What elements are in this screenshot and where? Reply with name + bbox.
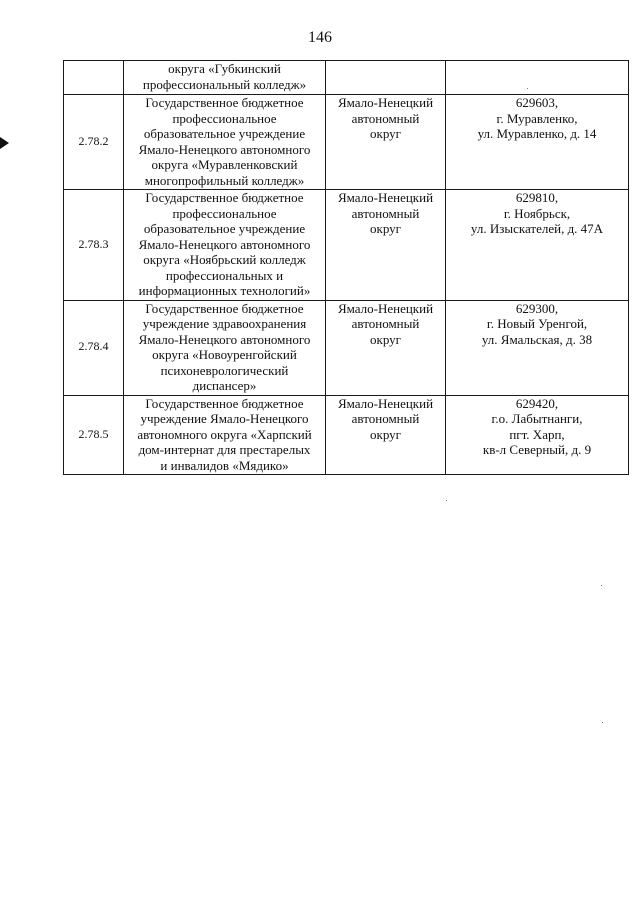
scan-speck bbox=[446, 500, 447, 501]
scan-speck bbox=[601, 585, 602, 586]
table-row-continuation bbox=[64, 61, 629, 95]
table-body bbox=[64, 61, 629, 475]
text-line: г.о. Лабытнанги, bbox=[491, 411, 583, 426]
row-number-cell: 2.78.5 bbox=[64, 395, 124, 475]
table-row bbox=[64, 395, 629, 475]
text-line: Ямало-Ненецкий bbox=[337, 395, 434, 411]
text-line: образовательное учреждение bbox=[143, 126, 306, 141]
row-number-cell: 2.78.2 bbox=[64, 95, 124, 190]
address-cell bbox=[446, 190, 629, 301]
institution-name-cell bbox=[124, 395, 326, 475]
region-cell bbox=[326, 300, 446, 395]
text-line: ул. Ямальская, д. 38 bbox=[481, 331, 593, 347]
text-line: профессиональное bbox=[172, 110, 277, 126]
page-number: 146 bbox=[308, 29, 332, 46]
text-line: округ bbox=[370, 221, 401, 236]
institution-name-cell bbox=[124, 95, 326, 190]
text-line: психоневрологический bbox=[160, 362, 289, 378]
text-line: автономный bbox=[351, 110, 420, 126]
text-line: многопрофильный колледж» bbox=[144, 172, 305, 188]
text-line: 629300, bbox=[515, 300, 559, 316]
region-cell bbox=[326, 395, 446, 475]
text-line: г. Ноябрьск, bbox=[503, 205, 571, 221]
text-line: Государственное бюджетное bbox=[145, 190, 304, 205]
text-line: профессиональное bbox=[172, 205, 277, 221]
region-cell bbox=[326, 190, 446, 301]
text-line: учреждение здравоохранения bbox=[142, 316, 307, 331]
text-line: 629420, bbox=[515, 395, 559, 411]
row-number-cell: 2.78.3 bbox=[64, 190, 124, 301]
table-row bbox=[64, 190, 629, 301]
text-line: Ямало-Ненецкого автономного bbox=[138, 331, 311, 347]
text-line: автономный bbox=[351, 411, 420, 426]
text-line: дом-интернат для престарелых bbox=[138, 442, 311, 457]
text-line: Ямало-Ненецкий bbox=[337, 300, 434, 316]
text-line: Ямало-Ненецкого автономного bbox=[138, 141, 311, 157]
text-line: 629810, bbox=[515, 190, 559, 205]
text-line: диспансер» bbox=[192, 378, 257, 393]
scan-speck bbox=[527, 88, 528, 89]
text-line: округа «Муравленковский bbox=[151, 157, 298, 172]
table-row bbox=[64, 95, 629, 190]
text-line: округ bbox=[370, 126, 401, 141]
table-row bbox=[64, 300, 629, 395]
text-line: профессиональный колледж» bbox=[142, 76, 307, 92]
text-line: г. Муравленко, bbox=[496, 110, 578, 126]
region-cell bbox=[326, 95, 446, 190]
text-line: округ bbox=[370, 426, 401, 442]
text-line: 629603, bbox=[515, 95, 559, 110]
address-cell bbox=[446, 395, 629, 475]
institution-name-cell bbox=[124, 61, 326, 95]
text-line: Государственное бюджетное bbox=[145, 95, 304, 110]
margin-arrow-mark bbox=[0, 137, 9, 149]
text-line: г. Новый Уренгой, bbox=[486, 316, 588, 331]
institution-name-cell bbox=[124, 300, 326, 395]
institutions-table bbox=[63, 60, 629, 475]
text-line: Государственное бюджетное bbox=[145, 395, 304, 411]
address-cell bbox=[446, 95, 629, 190]
text-line: автономный bbox=[351, 316, 420, 331]
address-cell bbox=[446, 300, 629, 395]
text-line: учреждение Ямало-Ненецкого bbox=[140, 411, 309, 426]
scan-speck bbox=[602, 722, 603, 723]
text-line: кв-л Северный, д. 9 bbox=[482, 442, 592, 457]
row-number-cell bbox=[64, 61, 124, 95]
region-cell bbox=[326, 61, 446, 95]
text-line: профессиональных и bbox=[165, 267, 284, 283]
text-line: Ямало-Ненецкий bbox=[337, 190, 434, 205]
text-line: Ямало-Ненецкого автономного bbox=[138, 236, 311, 252]
text-line: Государственное бюджетное bbox=[145, 300, 304, 316]
address-cell bbox=[446, 61, 629, 95]
text-line: образовательное учреждение bbox=[143, 221, 306, 236]
text-line: округ bbox=[370, 331, 401, 347]
text-line: автономный bbox=[351, 205, 420, 221]
text-line: округа «Губкинский bbox=[168, 61, 281, 76]
text-line: автономного округа «Харпский bbox=[137, 426, 312, 442]
text-line: информационных технологий» bbox=[138, 283, 311, 298]
row-number-cell: 2.78.4 bbox=[64, 300, 124, 395]
text-line: округа «Новоуренгойский bbox=[152, 347, 297, 362]
text-line: ул. Изыскателей, д. 47А bbox=[470, 221, 604, 236]
text-line: пгт. Харп, bbox=[509, 426, 565, 442]
text-line: и инвалидов «Мядико» bbox=[160, 457, 289, 473]
text-line: округа «Ноябрьский колледж bbox=[143, 252, 306, 267]
text-line: Ямало-Ненецкий bbox=[337, 95, 434, 110]
text-line: ул. Муравленко, д. 14 bbox=[477, 126, 597, 141]
institution-name-cell bbox=[124, 190, 326, 301]
